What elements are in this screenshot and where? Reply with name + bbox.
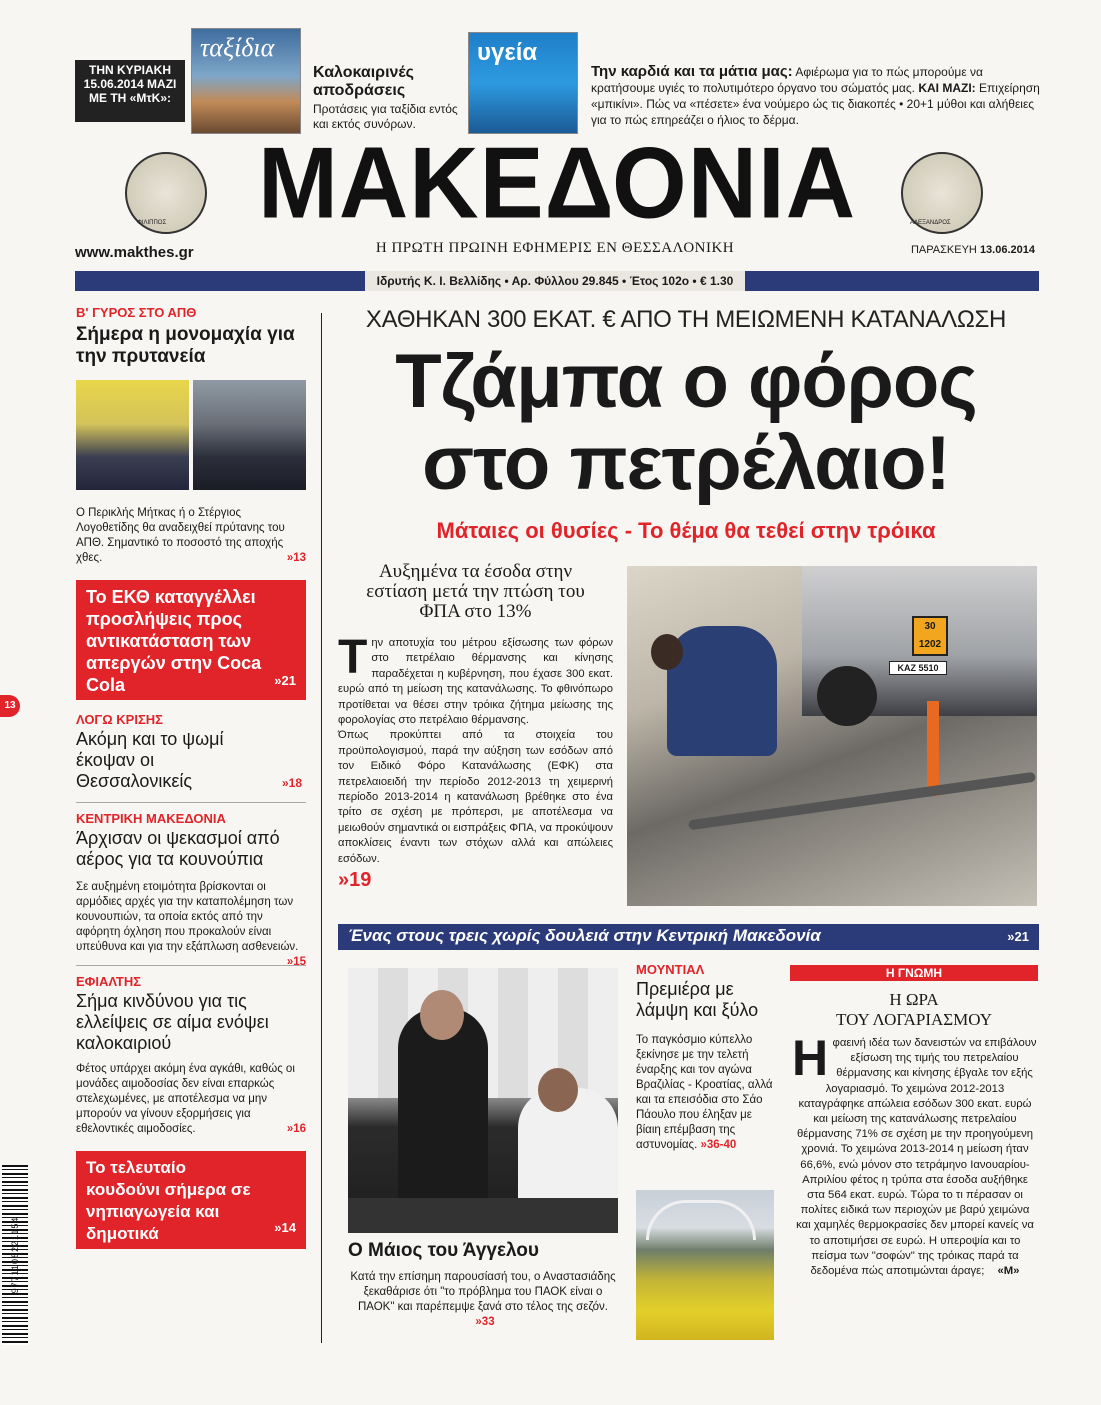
mundial-block <box>636 962 774 1153</box>
hazard-plate-bottom: 1202 <box>918 639 942 650</box>
issue-date-day: ΠΑΡΑΣΚΕΥΗ <box>910 244 977 256</box>
s2-ref: »18 <box>281 776 302 790</box>
lead-headline-1[interactable]: Τζάμπα ο φόρος <box>395 339 977 424</box>
box1-ref: »21 <box>274 673 296 688</box>
worker-figure <box>667 626 777 756</box>
lead-ref[interactable]: »19 <box>338 869 372 892</box>
s2-block[interactable] <box>76 729 306 792</box>
opinion-label: Η ΓΝΩΜΗ <box>790 965 1038 981</box>
paok-title[interactable]: Ο Μάιος του Άγγελου <box>348 1240 539 1261</box>
column-divider <box>321 313 322 1343</box>
lead-photo <box>627 566 1037 906</box>
paok-text <box>348 1270 618 1330</box>
masthead-subtitle: Η ΠΡΩΤΗ ΠΡΩΙΝΗ ΕΦΗΜΕΡΙΣ ΕΝ ΘΕΣΣΑΛΟΝΙΚΗ <box>375 240 735 256</box>
mundial-ref[interactable]: »36-40 <box>700 1139 737 1151</box>
sidebar <box>76 305 306 1249</box>
info-bar <box>75 271 1039 291</box>
travel-magazine-cover[interactable] <box>191 28 301 134</box>
travel-magazine-title: ταξίδια <box>200 33 275 62</box>
s4-text <box>76 1062 306 1137</box>
lead-overline: ΧΑΘΗΚΑΝ 300 ΕΚΑΤ. € ΑΠΟ ΤΗ ΜΕΙΩΜΕΝΗ ΚΑΤΑΝΑΛΩΣΗ <box>365 306 1007 333</box>
barcode-digits: 9771108221154 <box>10 1216 20 1294</box>
coach-head <box>420 990 464 1040</box>
issue-date <box>855 244 1035 256</box>
s4-title[interactable]: Σήμα κινδύνου για τις ελλείψεις σε αίμα ενόψει καλοκαιριού <box>76 991 269 1053</box>
lead-body-1: ην αποτυχία του μέτρου εξίσωσης των φόρων στο πετρέλαιο θέρμανσης και κίνησης παραδέχεται η κυβέρνηση, που έχασε 300 εκατ. ευρώ από τη μείωση της κατανάλωσης. Το φθινόπωρο προτίθεται να θέσει στην τρόικα ζήτημα μείωσης της φορολογίας στο πετρέλαιο θέρμανσης. <box>338 637 613 727</box>
truck-wheel <box>817 666 877 726</box>
s3-kicker: ΚΕΝΤΡΙΚΗ ΜΑΚΕΔΟΝΙΑ <box>76 811 226 826</box>
promo-sunday-label: ΤΗΝ ΚΥΡΙΑΚΗ 15.06.2014 ΜΑΖΙ ΜΕ ΤΗ «ΜτΚ»: <box>83 63 177 105</box>
divider <box>76 965 306 966</box>
lead-headline-2[interactable]: στο πετρέλαιο! <box>422 421 950 506</box>
hazard-plate-top: 30 <box>924 621 936 632</box>
s3-body: Σε αυξημένη ετοιμότητα βρίσκονται οι αρμόδιες αρχές για την καταπολέμηση των κουνουπιών, τα οποία εκτός από την αφόρητη όχληση που προκαλούν είναι υπεύθυνα και για την εξάπλωση ασθενειών. <box>76 881 299 953</box>
health-promo-text <box>591 64 1041 128</box>
opinion-dropcap: Η <box>792 1030 829 1086</box>
s4-body: Φέτος υπάρχει ακόμη ένα αγκάθι, καθώς οι μονάδες αιμοδοσίας δεν είναι επαρκώς στελεχωμένες, με αποτέλεσμα να μην μπορούν να γίνουν εξορμήσεις για εθελοντικές αιμοδοσίες. <box>76 1063 295 1135</box>
s1-photo-right <box>193 380 306 490</box>
hazard-plate <box>912 616 948 656</box>
opinion-title-1: Η ΩΡΑ <box>889 990 939 1009</box>
health-promo-also: ΚΑΙ ΜΑΖΙ: <box>918 81 976 95</box>
paok-ref[interactable]: »33 <box>475 1316 495 1328</box>
s1-body: Ο Περικλής Μήτκας ή ο Στέργιος Λογοθετίδης θα αναδειχθεί πρύτανης του ΑΠΘ. Σημαντικό το ποσοστό της αποχής χθες. <box>76 507 285 564</box>
s1-text <box>76 506 306 566</box>
issue-date-value: 13.06.2014 <box>979 244 1035 256</box>
paok-body: Κατά την επίσημη παρουσίασή του, ο Αναστασιάδης ξεκαθάρισε ότι "το πρόβλημα του ΠΑΟΚ είναι ο ΠΑΟΚ" και παρέπεμψε ξανά στο τέλος της σεζόν. <box>350 1271 616 1313</box>
masthead-title: ΜΑΚΕΔΟΝΙΑ <box>257 127 857 240</box>
travel-promo-sub: Προτάσεις για ταξίδια εντός και εκτός συνόρων. <box>313 102 458 131</box>
promo-strip <box>75 28 1040 136</box>
edge-tab-label: 13 <box>4 700 16 711</box>
box1-title: Το ΕΚΘ καταγγέλλει προσλήψεις προς αντικατάσταση των απεργών στην Coca Cola <box>86 587 262 695</box>
man-head <box>538 1068 578 1112</box>
s1-title[interactable]: Σήμερα η μονομαχία για την πρυτανεία <box>76 324 295 367</box>
health-magazine-title: υγεία <box>477 39 538 66</box>
health-promo-text1: Αφιέρωμα για το πώς μπορούμε να κρατήσουμε υγιές το πολυτιμότερο όργανο του σώματός μας. <box>591 65 983 95</box>
lead-dropcap: Τ <box>338 631 368 684</box>
lead-body-2: Όπως προκύπτει από τα στοιχεία του προϋπολογισμού, παρά την αύξηση των εσόδων από τον Ειδικό Φόρο Κατανάλωσης (ΕΦΚ) στα πετρελαιοειδή την περίοδο 2012-2013 τη χειμερινή περίοδο 2013-2014 η κατανάλωση βρέθηκε στο ένα τρίτο σε σχέση με πρόπερσι, με αποτέλεσμα να μειωθούν σημαντικά οι εισπράξεις ΦΠΑ, να προκύψουν αποκλίσεις έναντι των στόχων αλλά και απώλειες εσόδων. <box>338 729 613 865</box>
website-link[interactable]: www.makthes.gr <box>75 244 194 261</box>
edge-tab <box>0 695 20 717</box>
coin-right-label: ΑΛΕΞΑΝΔΡΟΣ <box>910 220 951 226</box>
table-front <box>348 1198 618 1233</box>
health-promo-head: Την καρδιά και τα μάτια μας: <box>591 63 793 80</box>
s1-photos <box>76 380 306 490</box>
mundial-text <box>636 1033 774 1153</box>
opinion-body: φαεινή ιδέα των δανειστών να επιβάλουν εξίσωση της τιμής του πετρελαίου θέρμανσης και κίνησης έβγαλε τον εξής λογαριασμό. Το χειμώνα 2012-2013 καταγράφηκε απώλεια εσόδων 300 εκατ. ευρώ και μείωση της κατανάλωσης πετρελαίου θέρμανσης 71% σε σχέση με την προηγούμενη χρονιά. Το χειμώνα 2013-2014 η μείωση ήταν 66,6%, ενώ μόνον στο τετράμηνο Ιανουαρίου-Απριλίου φέτος η τρύπα στα έσοδα αυξήθηκε στα 564 εκατ. ευρώ. Τώρα το τι πέρασαν οι πολίτες ειδικά των περιοχών με βαρύ χειμώνα και χαμηλές θερμοκρασίες δεν μπορεί κανείς να το αποτιμήσει σε ευρώ. Η υπεροψία και το πείσμα των "σοφών" της τρόικας παρά τα δεδομένα πώς αποτιμώνται άραγε; <box>796 1037 1037 1278</box>
s2-kicker: ΛΟΓΩ ΚΡΙΣΗΣ <box>76 712 163 727</box>
mundial-photo <box>636 1190 774 1340</box>
divider <box>76 802 306 803</box>
lead-deck: Αυξημένα τα έσοδα στην εστίαση μετά την πτώση του ΦΠΑ στο 13% <box>366 561 585 622</box>
news-strip-text: Ένας στους τρεις χωρίς δουλειά στην Κεντρική Μακεδονία <box>348 926 821 945</box>
opinion-sign: «Μ» <box>997 1265 1020 1278</box>
s2-title: Ακόμη και το ψωμί έκοψαν οι Θεσσαλονικείς <box>76 729 224 791</box>
stadium-arch <box>646 1200 756 1240</box>
mundial-title[interactable]: Πρεμιέρα με λάμψη και ξύλο <box>636 979 759 1020</box>
coin-left-label: ΦΙΛΙΠΠΟΣ <box>137 220 167 226</box>
opinion-title-2: ΤΟΥ ΛΟΓΑΡΙΑΣΜΟΥ <box>836 1010 992 1029</box>
paok-photo <box>348 968 618 1233</box>
s4-kicker: ΕΦΙΑΛΤΗΣ <box>76 974 142 989</box>
promo-sunday-box <box>75 60 185 122</box>
fuel-hose <box>688 772 1036 831</box>
lead-body <box>338 631 613 867</box>
news-strip-ref: »21 <box>1007 929 1029 944</box>
s3-ref[interactable]: »15 <box>286 956 306 968</box>
lead-text-column <box>338 562 613 892</box>
s4-ref[interactable]: »16 <box>286 1123 306 1135</box>
lead-subhead: Μάταιες οι θυσίες - Το θέμα θα τεθεί στην τρόικα <box>436 518 936 543</box>
travel-promo-text <box>313 64 473 132</box>
s3-title[interactable]: Άρχισαν οι ψεκασμοί από αέρος για τα κουνούπια <box>76 828 280 869</box>
s1-kicker: Β' ΓΥΡΟΣ ΣΤΟ ΑΠΘ <box>76 305 197 320</box>
worker-head <box>651 634 683 670</box>
box1[interactable] <box>76 580 306 700</box>
s1-ref[interactable]: »13 <box>286 552 306 564</box>
news-strip[interactable] <box>338 924 1039 950</box>
orange-pole <box>927 701 939 796</box>
health-promo-text2: Επιχείρηση «μπικίνι». Πώς να «πέσετε» ένα νούμερο ώς τις διακοπές • 20+1 μύθοι και αλήθειες για το πώς επηρεάζει ο ήλιος το δέρμα. <box>591 81 1040 127</box>
health-magazine-cover[interactable] <box>468 32 578 134</box>
box2-title: Το τελευταίο κουδούνι σήμερα σε νηπιαγωγεία και δημοτικά <box>86 1158 251 1243</box>
travel-promo-head: Καλοκαιρινές αποδράσεις <box>313 64 414 99</box>
mundial-body: Το παγκόσμιο κύπελλο ξεκίνησε με την τελετή έναρξης και τον αγώνα Βραζιλίας - Κροατίας, αλλά και τα επεισόδια στο Σάο Πάουλο που έληξαν με βίαιη επέμβαση της αστυνομίας. <box>636 1034 773 1151</box>
license-plate: ΚΑΖ 5510 <box>889 661 947 675</box>
opinion-text <box>792 1030 1038 1279</box>
s3-text <box>76 880 306 968</box>
masthead <box>75 127 1040 270</box>
mundial-kicker: ΜΟΥΝΤΙΑΛ <box>636 962 705 977</box>
box2-ref: »14 <box>274 1220 296 1235</box>
info-bar-text: Ιδρυτής Κ. Ι. Βελλίδης • Αρ. Φύλλου 29.845 • Έτος 102ο • € 1.30 <box>365 271 745 291</box>
s1-photo-left <box>76 380 189 490</box>
box2[interactable] <box>76 1151 306 1249</box>
